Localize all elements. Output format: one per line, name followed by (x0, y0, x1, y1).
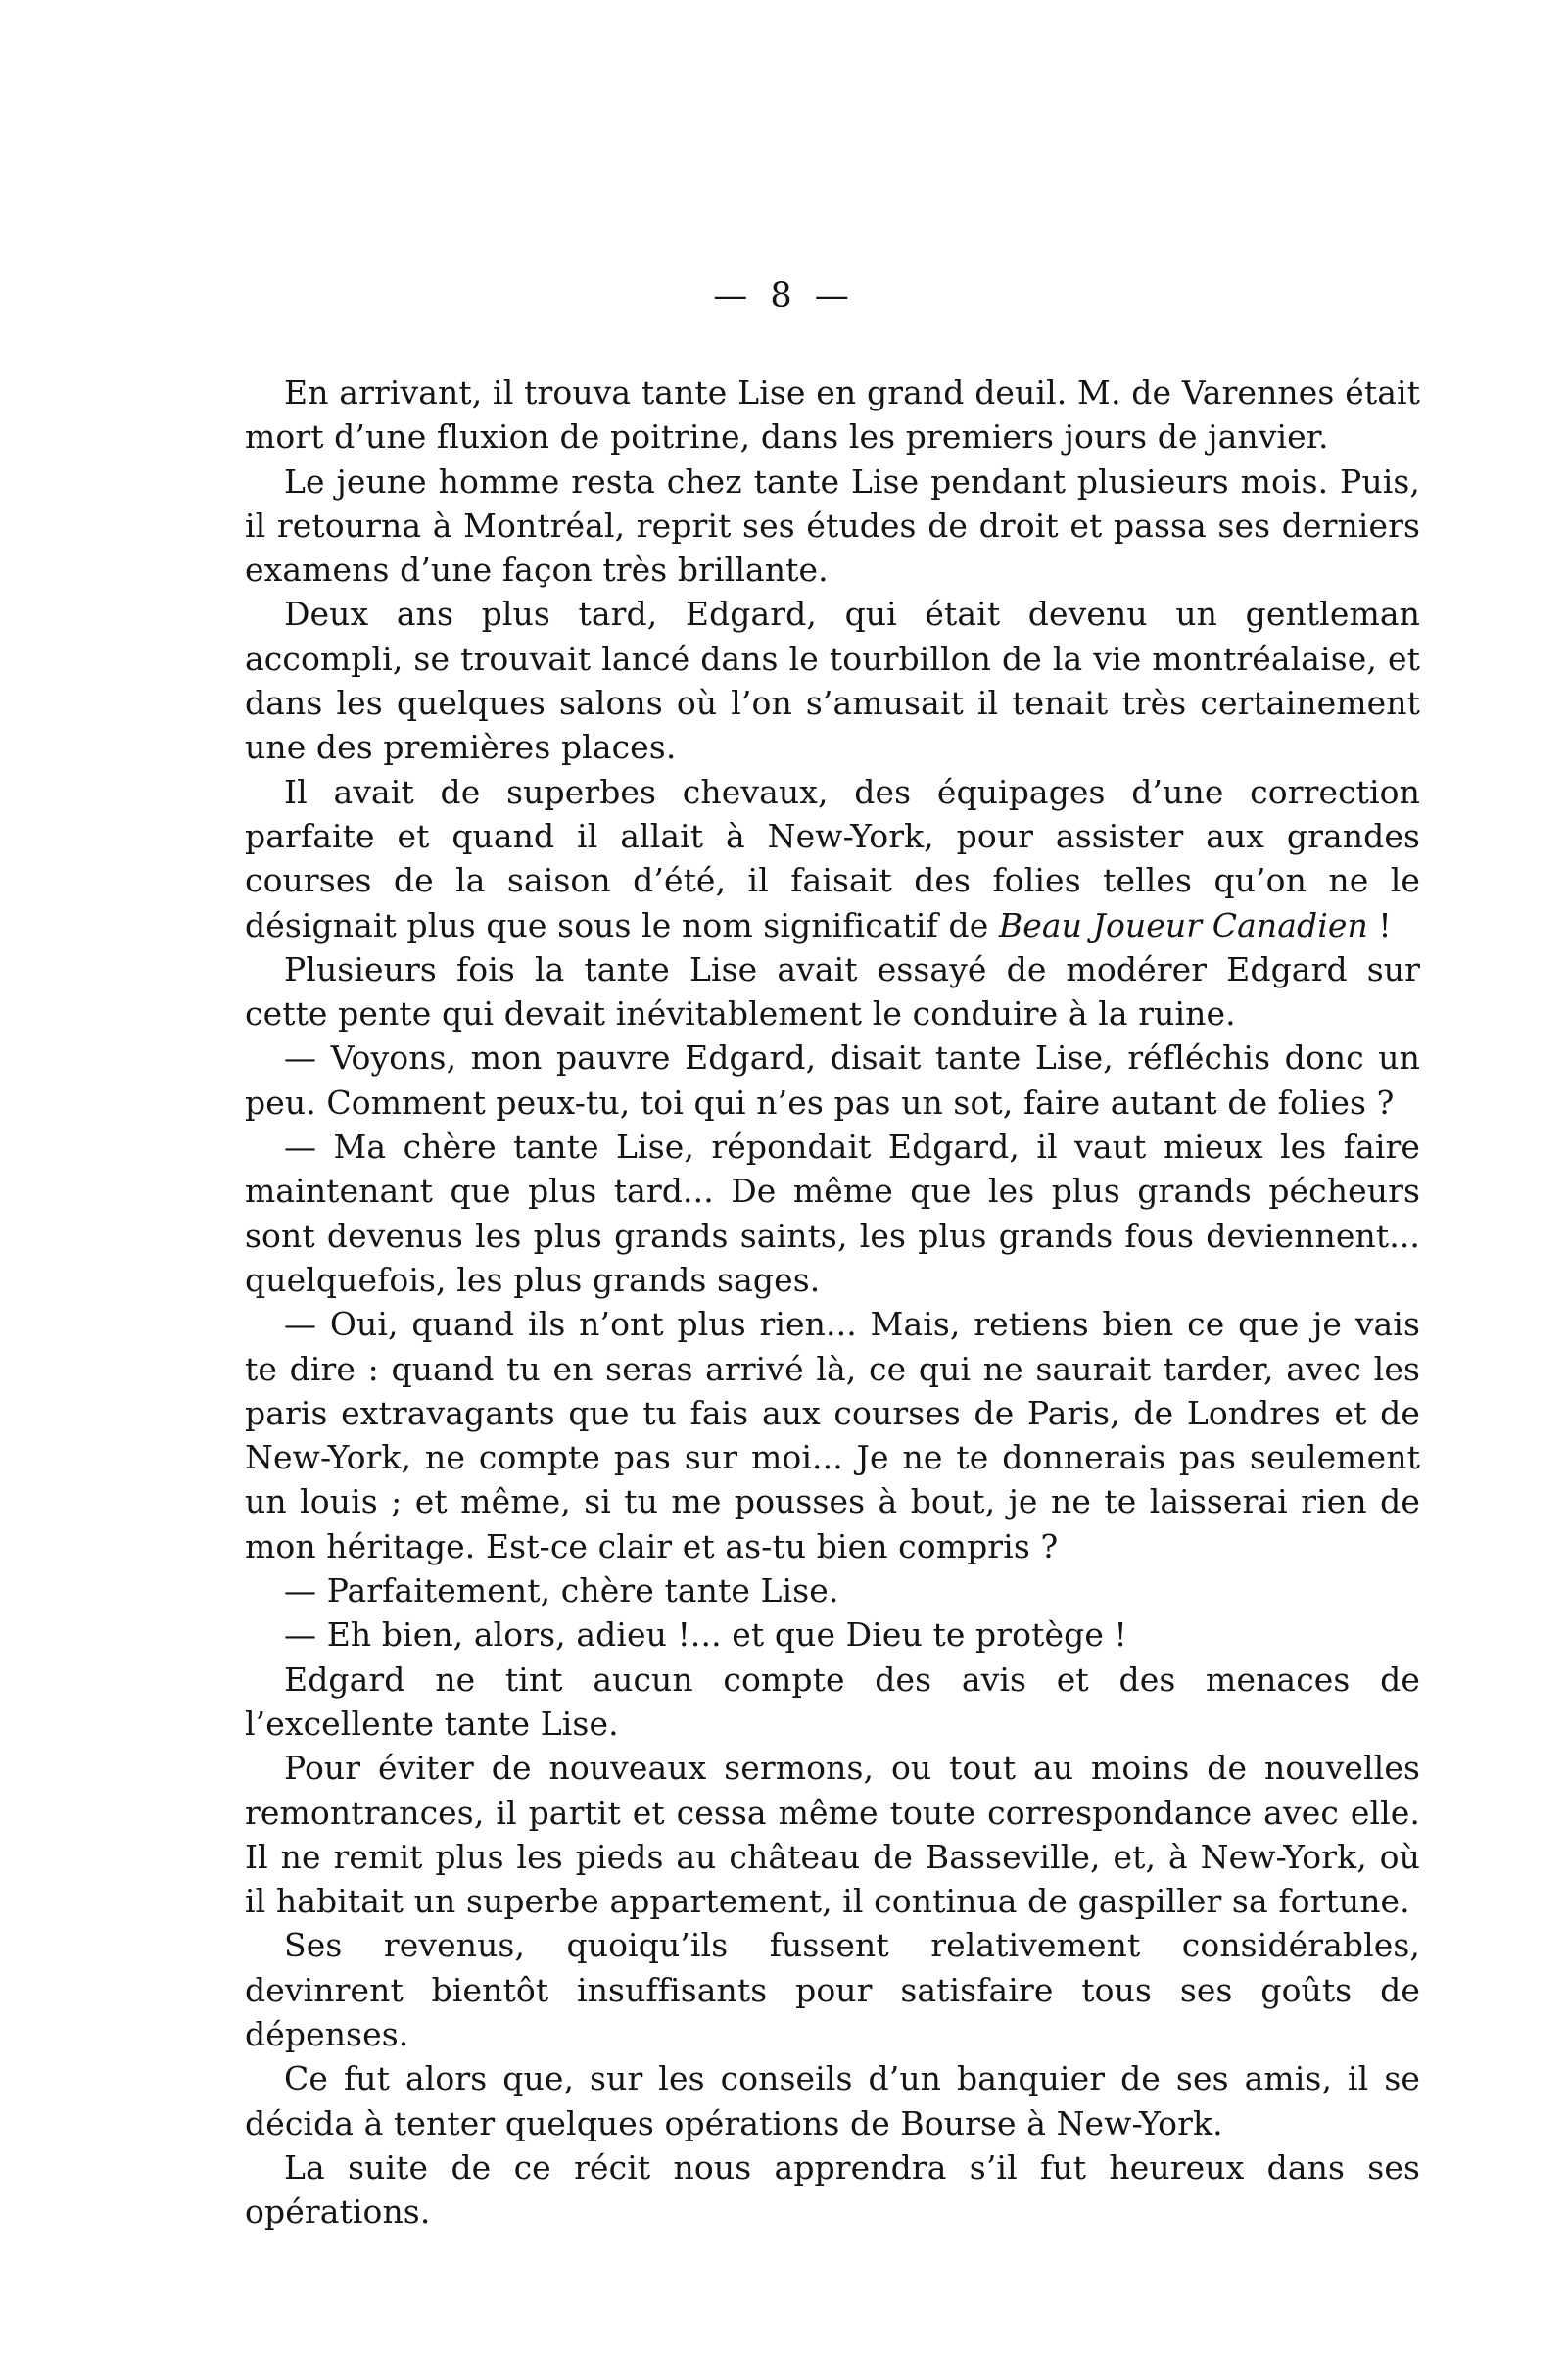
paragraph-text: — Oui, quand ils n’ont plus rien... Mais, retiens bien ce que je vais te dire : quand tu en seras arrivé là, ce qui ne saurait tarder, avec les paris extravagants que tu fais aux courses de Paris, de Londres et de New-York, ne compte pas sur moi... Je ne te donnerais pas seulement un louis ; et même, si tu me pousses à bout, je ne te laisserai rien de mon héritage. Est-ce clair et as-tu bien compris ? (245, 1305, 1420, 1565)
paragraph-14 (245, 2056, 1420, 2145)
paragraph-text: — Ma chère tante Lise, répondait Edgard, il vaut mieux les faire maintenant que plus tard... De même que les plus grands pécheurs sont devenus les plus grands saints, les plus grands fous deviennent... quelquefois, les plus grands sages. (245, 1128, 1420, 1299)
paragraph-text: — Eh bien, alors, adieu !... et que Dieu te protège ! (284, 1615, 1127, 1655)
paragraph-8 (245, 1302, 1420, 1568)
paragraph-text: Pour éviter de nouveaux sermons, ou tout au moins de nouvelles remontrances, il partit et cessa même toute correspondance avec elle. Il ne remit plus les pieds au château de Basseville, et, à New-York, où il habitait un superbe appartement, il continua de gaspiller sa fortune. (245, 1749, 1420, 1921)
italic-title: Beau Joueur Canadien (998, 905, 1368, 944)
paragraph-tail: ! (1367, 905, 1392, 944)
paragraph-text: Ses revenus, quoiqu’ils fussent relativement considérables, devinrent bientôt insuffisants pour satisfaire tous ses goûts de dépenses. (245, 1926, 1420, 2053)
paragraph-12 (245, 1746, 1420, 1923)
paragraph-1 (245, 370, 1420, 459)
paragraph-2 (245, 459, 1420, 593)
paragraph-6 (245, 1035, 1420, 1125)
paragraph-text: — Voyons, mon pauvre Edgard, disait tante Lise, réfléchis donc un peu. Comment peux-tu, toi qui n’es pas un sot, faire autant de folies ? (245, 1038, 1420, 1122)
paragraph-7 (245, 1125, 1420, 1302)
paragraph-text: La suite de ce récit nous apprendra s’il fut heureux dans ses opérations. (245, 2147, 1420, 2232)
paragraph-4 (245, 770, 1420, 947)
paragraph-9 (245, 1568, 1420, 1612)
paragraph-text: — Parfaitement, chère tante Lise. (284, 1571, 839, 1611)
paragraph-text: Ce fut alors que, sur les conseils d’un banquier de ses amis, il se décida à tenter quelques opérations de Bourse à New-York. (245, 2059, 1420, 2142)
paragraph-11 (245, 1658, 1420, 1747)
paragraph-5 (245, 947, 1420, 1036)
paragraph-text: Deux ans plus tard, Edgard, qui était devenu un gentleman accompli, se trouvait lancé dans le tourbillon de la vie montréalaise, et dans les quelques salons où l’on s’amusait il tenait très certainement une des premières places. (245, 595, 1420, 767)
paragraph-text: En arrivant, il trouva tante Lise en grand deuil. M. de Varennes était mort d’une fluxion de poitrine, dans les premiers jours de janvier. (245, 373, 1420, 457)
body-text (245, 370, 1420, 2234)
paragraph-10 (245, 1612, 1420, 1657)
page-number: — 8 — (713, 276, 855, 315)
paragraph-13 (245, 1923, 1420, 2056)
paragraph-text: Plusieurs fois la tante Lise avait essayé de modérer Edgard sur cette pente qui devait inévitablement le conduire à la ruine. (245, 949, 1420, 1034)
paragraph-3 (245, 592, 1420, 769)
paragraph-text: Il avait de superbes chevaux, des équipages d’une correction parfaite et quand il allait à New-York, pour assister aux grandes courses de la saison d’été, il faisait des folies telles qu’on ne le désignait plus que sous le nom significatif de (245, 772, 1420, 944)
paragraph-15 (245, 2145, 1420, 2235)
paragraph-text: Edgard ne tint aucun compte des avis et des menaces de l’excellente tante Lise. (245, 1660, 1420, 1743)
paragraph-text: Le jeune homme resta chez tante Lise pendant plusieurs mois. Puis, il retourna à Montréal, reprit ses études de droit et passa ses derniers examens d’une façon très brillante. (245, 461, 1420, 590)
